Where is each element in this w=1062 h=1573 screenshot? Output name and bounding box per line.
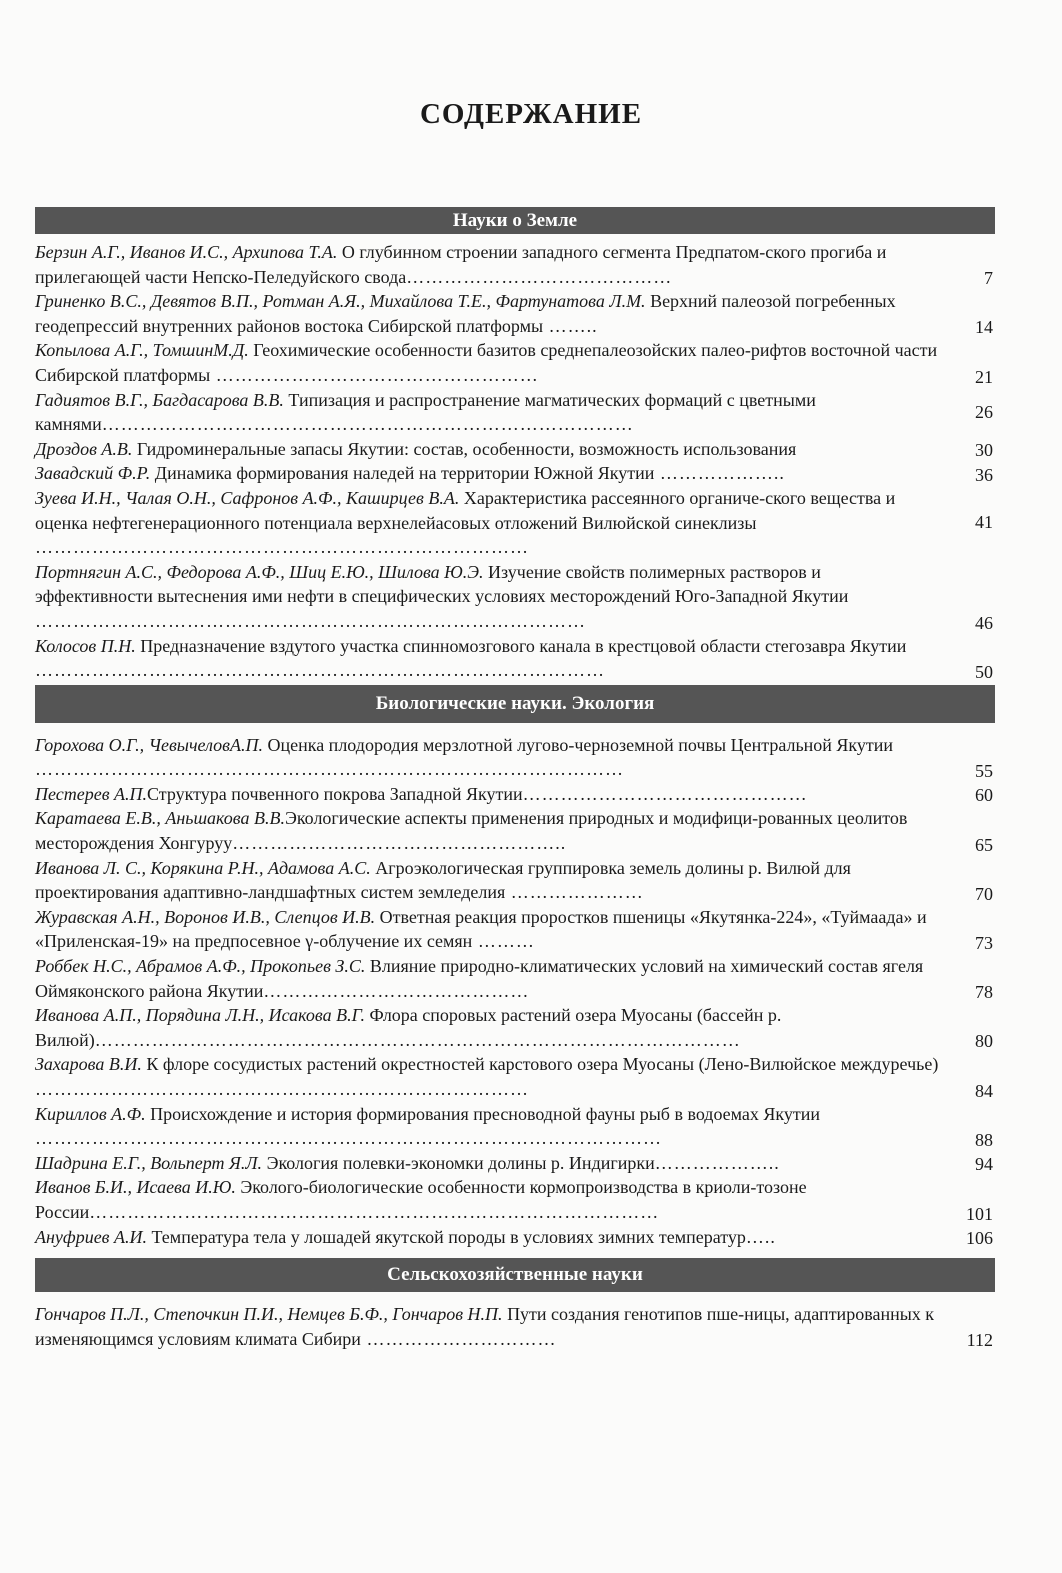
- section-entries-agricultural-sciences: [35, 1302, 995, 1351]
- entry-authors: Пестерев А.П.: [35, 783, 148, 804]
- entry-leader-dots: …………………………: [360, 1328, 557, 1349]
- entry-title: О глубинном строении западного сегмента Предпатом-ского прогиба и прилегающей части Непско-Пеледуйского свода: [35, 242, 887, 287]
- toc-entry[interactable]: [35, 1102, 995, 1151]
- entry-authors: Иванова Л. С., Корякина Р.Н., Адамова А.С.: [35, 857, 371, 878]
- entry-title: Происхождение и история формирования пресноводной фауны рыб в водоемах Якутии: [145, 1103, 821, 1124]
- entry-authors: Колосов П.Н.: [35, 635, 136, 656]
- entry-leader-dots: ………………………………………………………………………………: [89, 1201, 660, 1222]
- toc-entry[interactable]: [35, 289, 995, 338]
- entry-authors: Берзин А.Г., Иванов И.С., Архипова Т.А.: [35, 242, 338, 262]
- entry-leader-dots: ……………………………………………: [210, 364, 539, 385]
- entry-authors: Кириллов А.Ф.: [35, 1103, 146, 1124]
- toc-entry[interactable]: [35, 486, 995, 560]
- toc-entry[interactable]: [35, 856, 995, 905]
- entry-authors: Гадиятов В.Г., Багдасарова В.В.: [35, 389, 284, 410]
- entry-title: Характеристика рассеянного органиче-ского вещества и оценка нефтегенерационного потенциала верхнелейасовых отложений Вилюйской синеклизы: [35, 487, 896, 533]
- entry-leader-dots: ……………………………………………………………………: [35, 537, 529, 558]
- entry-leader-dots: ………………………………………………………………………………………: [35, 1128, 662, 1149]
- entry-authors: Журавская А.Н., Воронов И.В., Слепцов И.В.: [35, 906, 376, 927]
- toc-entry[interactable]: [35, 437, 995, 462]
- entry-leader-dots: ……………………………………………………………………………: [35, 610, 586, 631]
- toc-entry[interactable]: [35, 560, 995, 634]
- entry-leader-dots: ……………………………………………………………………: [35, 1079, 529, 1099]
- section-entries-earth-sciences: [35, 240, 995, 683]
- entry-authors: Шадрина Е.Г., Вольперт Я.Л.: [35, 1152, 263, 1173]
- entry-leader-dots: …………………………………………………………………………………………: [94, 1029, 741, 1050]
- entry-page-number: 30: [975, 440, 993, 461]
- entry-page-number: 80: [975, 1031, 993, 1052]
- entry-title: Агроэкологическая группировка земель долины р. Вилюй для проектирования адаптивно-ландшафтных систем земледелия: [35, 857, 851, 903]
- toc-entry[interactable]: [35, 1225, 995, 1250]
- toc-entry[interactable]: [35, 806, 995, 855]
- entry-title: Динамика формирования наледей на территории Южной Якутии: [150, 463, 655, 484]
- entry-page-number: 106: [966, 1228, 993, 1249]
- entry-authors: Иванова А.П., Порядина Л.Н., Исакова В.Г.: [35, 1005, 365, 1026]
- table-of-contents: [35, 207, 995, 1351]
- entry-leader-dots: ………………..: [654, 1152, 780, 1173]
- section-heading-agricultural-sciences: Сельскохозяйственные науки: [35, 1258, 995, 1292]
- entry-page-number: 55: [975, 760, 993, 781]
- entry-leader-dots: ………………………………………: [522, 783, 808, 804]
- toc-entry[interactable]: [35, 1052, 995, 1101]
- toc-entry[interactable]: [35, 782, 995, 807]
- entry-page-number: 36: [975, 464, 993, 485]
- entry-leader-dots: …………………………………………………………………………………: [35, 759, 624, 780]
- toc-entry[interactable]: [35, 1175, 995, 1224]
- entry-title: Изучение свойств полимерных растворов и эффективности вытеснения ими нефти в специфических условиях месторождений Юго-Западной Якутии: [35, 561, 849, 607]
- toc-entry[interactable]: [35, 954, 995, 1003]
- entry-leader-dots: ………: [472, 931, 535, 952]
- entry-title: Предназначение вздутого участка спинномозгового канала в крестцовой области стегозавра Якутии: [135, 635, 907, 656]
- entry-title: Флора споровых растений озера Муосаны (бассейн р. Вилюй): [35, 1005, 782, 1050]
- toc-entry[interactable]: [35, 240, 995, 289]
- entry-authors: Гончаров П.Л., Степочкин П.И., Немцев Б.Ф., Гончаров Н.П.: [35, 1304, 503, 1325]
- entry-title: Структура почвенного покрова Западной Якутии: [147, 783, 523, 804]
- entry-title: Верхний палеозой погребенных геодепрессий внутренних районов востока Сибирской платформы: [35, 291, 896, 336]
- entry-page-number: 46: [975, 612, 993, 633]
- toc-entry[interactable]: [35, 1151, 995, 1176]
- entry-leader-dots: ……..: [543, 315, 598, 336]
- entry-title: Ответная реакция проростков пшеницы «Якутянка-224», «Туймаада» и «Приленская-19» на предпосевное γ-облучение их семян: [35, 906, 927, 952]
- entry-page-number: 41: [975, 512, 993, 533]
- entry-authors: Каратаева Е.В., Аньшакова В.В.: [35, 808, 285, 829]
- toc-entry[interactable]: [35, 634, 995, 683]
- toc-entry[interactable]: [35, 461, 995, 486]
- entry-leader-dots: ………………………………………………………………………………: [35, 660, 605, 681]
- entry-page-number: 65: [975, 834, 993, 855]
- entry-title: Гидроминеральные запасы Якутии: состав, особенности, возможность использования: [132, 438, 797, 459]
- entry-page-number: 73: [975, 933, 993, 954]
- entry-authors: Ануфриев А.И.: [35, 1226, 147, 1247]
- entry-authors: Роббек Н.С., Абрамов А.Ф., Прокопьев З.С.: [35, 956, 366, 977]
- entry-page-number: 94: [975, 1154, 993, 1175]
- entry-page-number: 78: [975, 982, 993, 1003]
- toc-entry[interactable]: [35, 733, 995, 782]
- entry-page-number: 60: [975, 785, 993, 806]
- toc-entry[interactable]: [35, 388, 995, 437]
- page-title: СОДЕРЖАНИЕ: [419, 98, 643, 130]
- entry-page-number: 26: [975, 401, 993, 422]
- section-heading-earth-sciences: Науки о Земле: [35, 207, 995, 234]
- entry-authors: Горохова О.Г., ЧевычеловА.П.: [35, 734, 263, 755]
- entry-page-number: 101: [966, 1203, 993, 1224]
- entry-authors: Копылова А.Г., ТомшинМ.Д.: [35, 340, 249, 361]
- entry-title: Оценка плодородия мерзлотной лугово-черноземной почвы Центральной Якутии: [262, 734, 894, 755]
- entry-title: К флоре сосудистых растений окрестностей карстового озера Муосаны (Лено-Вилюйское междуречье): [141, 1054, 939, 1075]
- entry-page-number: 84: [975, 1080, 993, 1101]
- entry-page-number: 70: [975, 883, 993, 904]
- entry-leader-dots: ………………..: [654, 463, 785, 484]
- toc-entry[interactable]: [35, 905, 995, 954]
- entry-authors: Портнягин А.С., Федорова А.Ф., Шиц Е.Ю., Шилова Ю.Э.: [35, 561, 484, 582]
- entry-title: Экология полевки-экономки долины р. Индигирки: [262, 1152, 655, 1173]
- entry-page-number: 112: [966, 1330, 993, 1351]
- entry-authors: Захарова В.И.: [35, 1054, 142, 1075]
- entry-title: Типизация и распространение магматических формаций с цветными камнями: [35, 389, 816, 435]
- entry-page-number: 7: [984, 268, 993, 289]
- entry-leader-dots: ……………………………………: [263, 980, 530, 1001]
- entry-page-number: 50: [975, 661, 993, 682]
- entry-authors: Завадский Ф.Р.: [35, 463, 151, 484]
- entry-leader-dots: …..: [745, 1226, 776, 1247]
- entry-title: Геохимические особенности базитов среднепалеозойских палео-рифтов восточной части Сибирской платформы: [35, 340, 938, 385]
- entry-title: Эколого-биологические особенности кормопроизводства в криоли-тозоне России: [35, 1177, 807, 1222]
- entry-authors: Гриненко В.С., Девятов В.П., Ротман А.Я., Михайлова Т.Е., Фартунатова Л.М.: [35, 291, 646, 312]
- toc-entry[interactable]: [35, 1302, 995, 1351]
- entry-authors: Дроздов А.В.: [35, 438, 133, 459]
- entry-leader-dots: …………………: [505, 882, 644, 903]
- entry-authors: Зуева И.Н., Чалая О.Н., Сафронов А.Ф., Каширцев В.А.: [35, 487, 460, 508]
- section-entries-biological-sciences: [35, 733, 995, 1249]
- entry-title: Температура тела у лошадей якутской породы в условиях зимних температур: [147, 1226, 746, 1247]
- entry-leader-dots: ……………………………………………..: [232, 833, 567, 854]
- entry-leader-dots: ……………………………………: [406, 266, 673, 287]
- entry-page-number: 88: [975, 1129, 993, 1150]
- entry-leader-dots: …………………………………………………………………………: [101, 414, 634, 435]
- entry-title: Экологические аспекты применения природных и модифици-рованных цеолитов месторождения Хонгуруу: [35, 808, 908, 854]
- entry-page-number: 14: [975, 317, 993, 338]
- toc-entry[interactable]: [35, 1003, 995, 1052]
- section-heading-biological-sciences: Биологические науки. Экология: [35, 685, 995, 723]
- entry-authors: Иванов Б.И., Исаева И.Ю.: [35, 1177, 236, 1198]
- entry-title: Влияние природно-климатических условий на химический состав ягеля Оймяконского района Якутии: [35, 956, 924, 1001]
- entry-title: Пути создания генотипов пше-ницы, адаптированных к изменяющимся условиям климата Сибири: [35, 1304, 935, 1349]
- entry-page-number: 21: [975, 366, 993, 387]
- toc-entry[interactable]: [35, 338, 995, 387]
